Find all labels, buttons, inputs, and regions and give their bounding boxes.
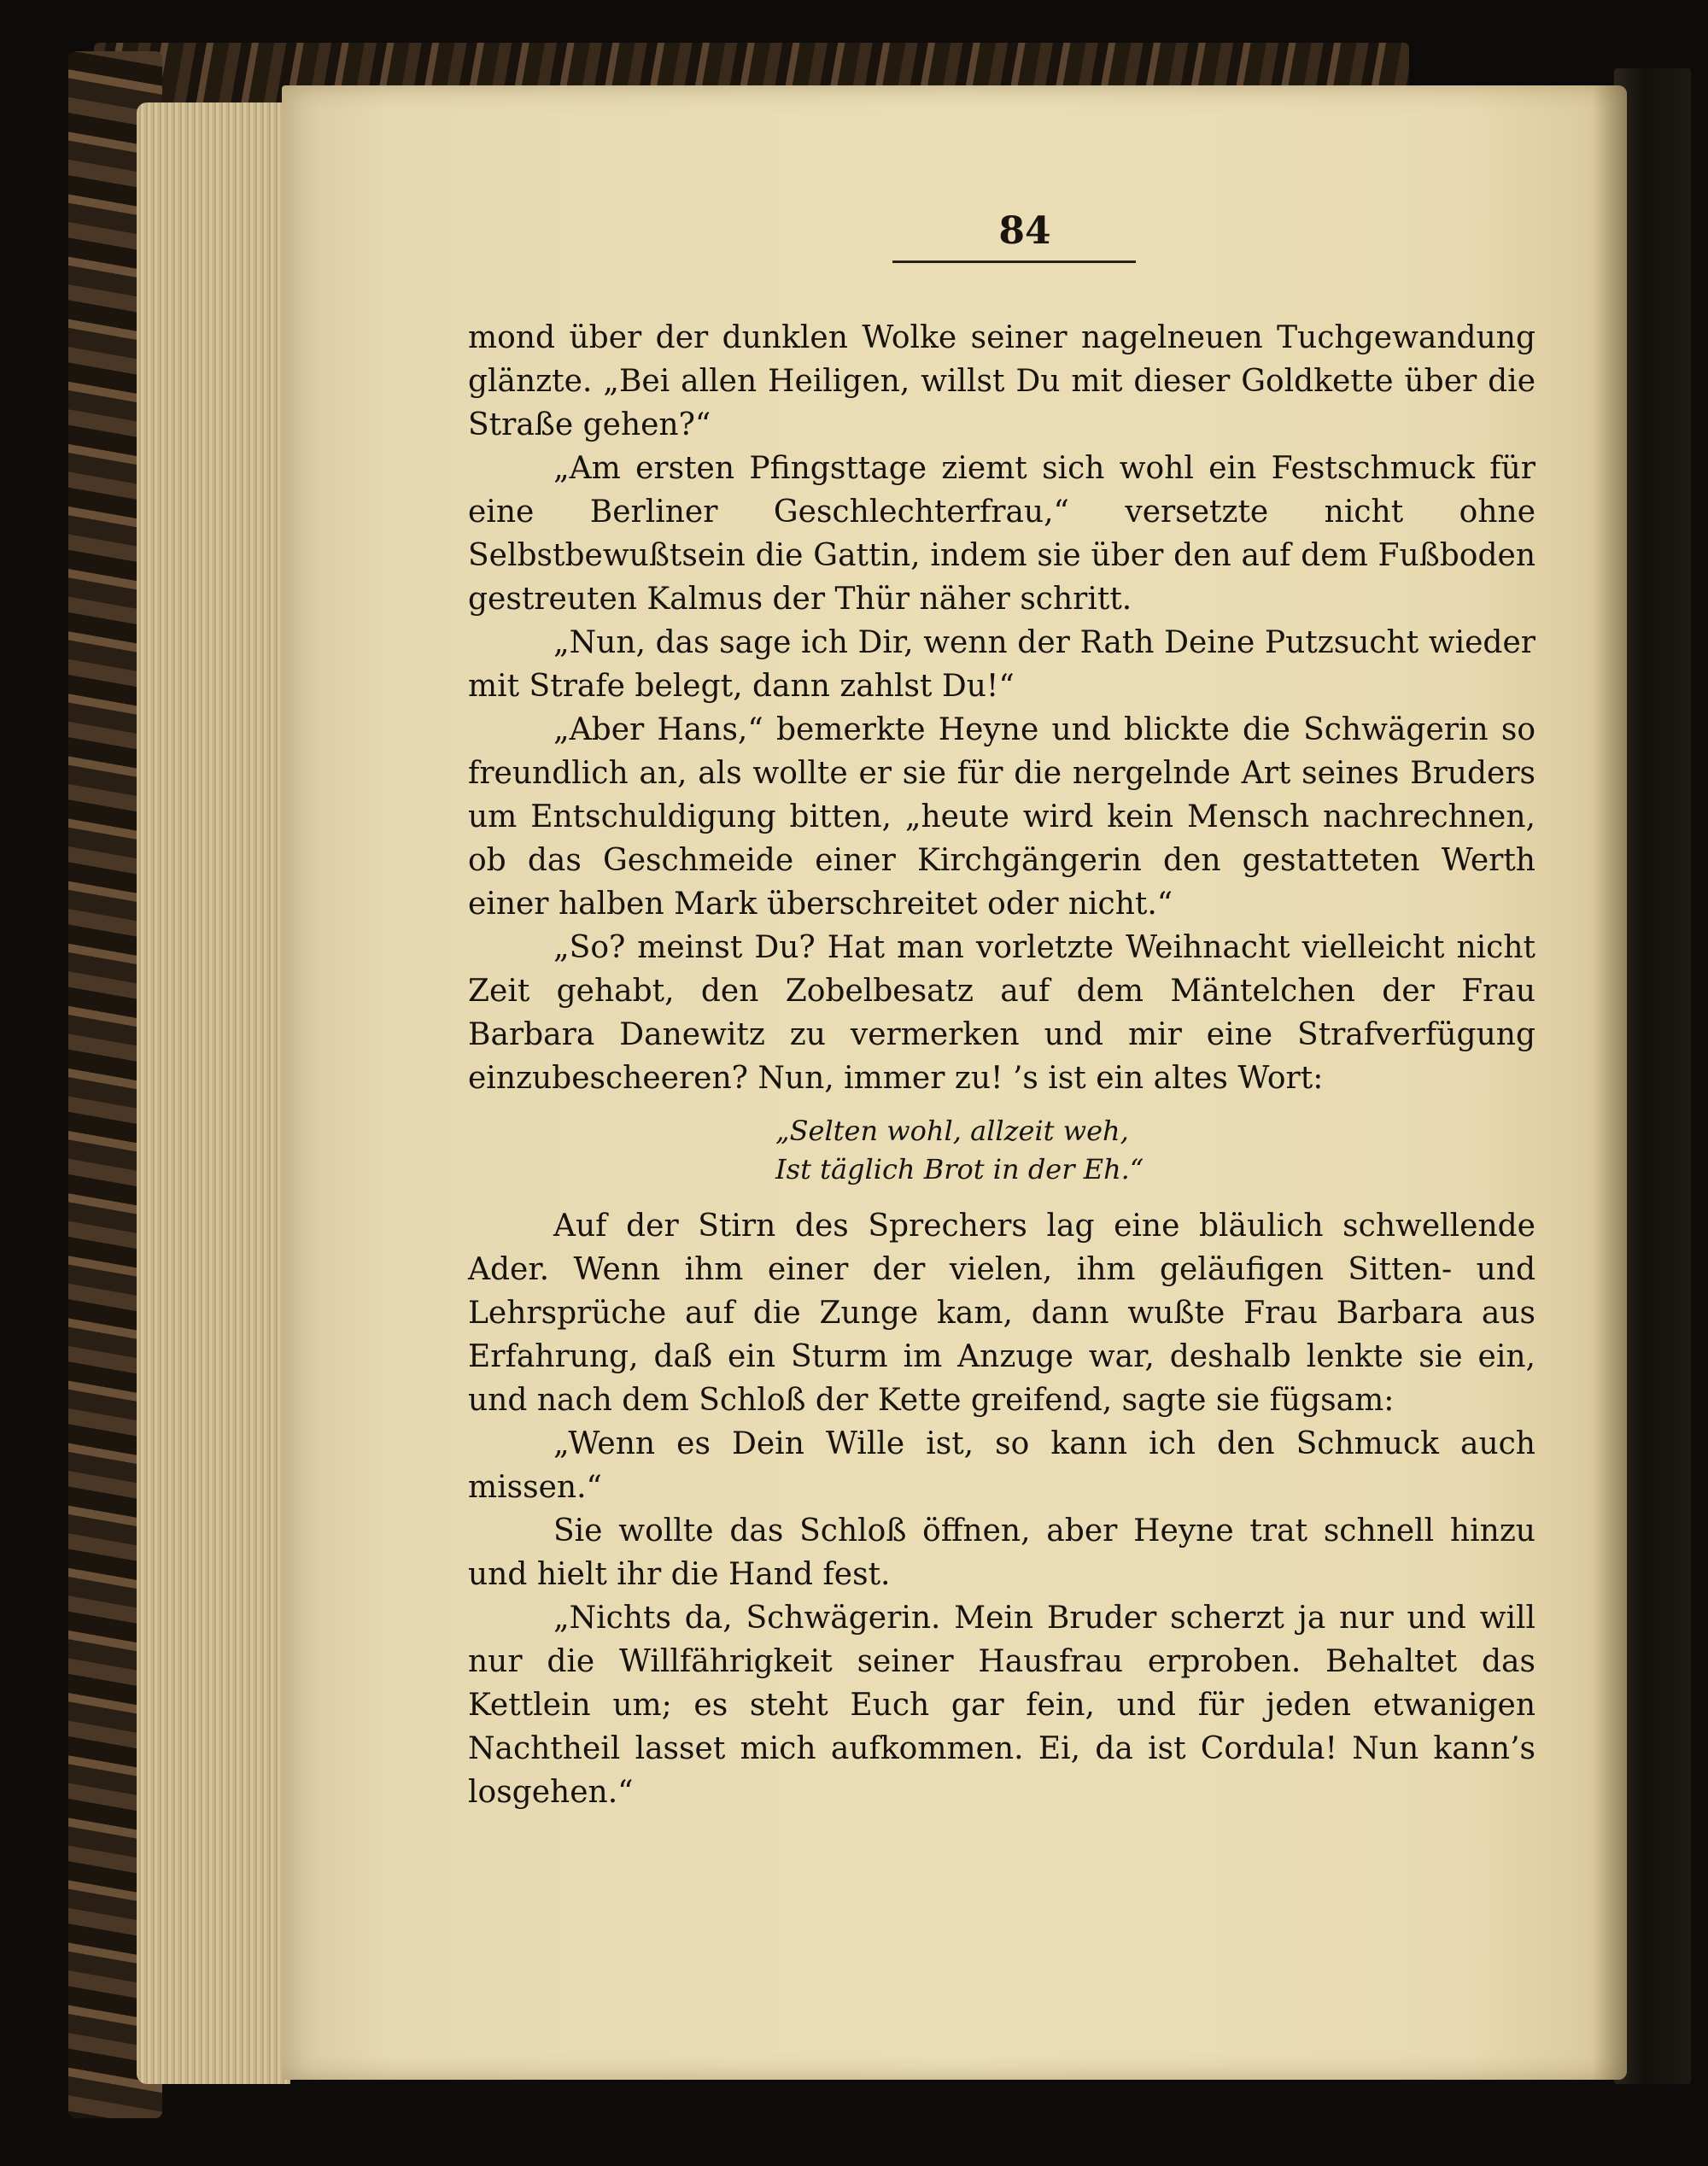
verse-line-1: „Selten wohl, allzeit weh, (775, 1115, 1129, 1147)
paragraph-1: mond über der dunklen Wolke seiner nagelneuen Tuchgewandung glänzte. „Bei allen Heiligen, willst Du mit dieser Goldkette über die Straße gehen?“ (468, 320, 1535, 442)
paragraph-4: „Aber Hans,“ bemerkte Heyne und blickte die Schwägerin so freundlich an, als wollte er sie für die nergelnde Art seines Bruders um Entschuldigung bitten, „heute wird kein Mensch nachrechnen, ob das Geschmeide einer Kirchgängerin den gestatteten Werth einer halben Mark überschreitet oder nicht.“ (468, 712, 1535, 922)
body-text (468, 316, 1535, 1814)
page-edges (137, 102, 290, 2084)
paragraph-9: „Nichts da, Schwägerin. Mein Bruder scherzt ja nur und will nur die Willfährigkeit seiner Hausfrau erproben. Behaltet das Kettlein um; es steht Euch gar fein, und für jeden etwanigen Nachtheil lasset mich aufkommen. Ei, da ist Cordula! Nun kann’s losgehen.“ (468, 1601, 1535, 1810)
verse-line-2: Ist täglich Brot in der Eh.“ (775, 1153, 1144, 1185)
page-number: 84 (998, 209, 1051, 253)
paragraph-2: „Am ersten Pfingsttage ziemt sich wohl ein Festschmuck für eine Berliner Geschlechterfrau,“ versetzte nicht ohne Selbstbewußtsein die Gattin, indem sie über den auf dem Fußboden gestreuten Kalmus der Thür näher schritt. (468, 451, 1535, 617)
paragraph-5: „So? meinst Du? Hat man vorletzte Weihnacht vielleicht nicht Zeit gehabt, den Zobelbesatz auf dem Mäntelchen der Frau Barbara Danewitz zu vermerken und mir eine Strafverfügung einzubescheeren? Nun, immer zu! ’s ist ein altes Wort: (468, 930, 1535, 1096)
page-number-rule (892, 261, 1136, 263)
paragraph-6: Auf der Stirn des Sprechers lag eine bläulich schwellende Ader. Wenn ihm einer der vielen, ihm geläufigen Sitten- und Lehrsprüche auf die Zunge kam, dann wußte Frau Barbara aus Erfahrung, daß ein Sturm im Anzuge war, deshalb lenkte sie ein, und nach dem Schloß der Kette greifend, sagte sie fügsam: (468, 1209, 1535, 1418)
book-page (282, 85, 1627, 2080)
page-gutter-shade (1593, 85, 1627, 2080)
paragraph-7: „Wenn es Dein Wille ist, so kann ich den Schmuck auch missen.“ (468, 1426, 1535, 1505)
verse-quote (468, 1112, 1535, 1189)
paragraph-8: Sie wollte das Schloß öffnen, aber Heyne trat schnell hinzu und hielt ihr die Hand fest. (468, 1513, 1535, 1592)
paragraph-3: „Nun, das sage ich Dir, wenn der Rath Deine Putzsucht wieder mit Strafe belegt, dann zahlst Du!“ (468, 625, 1535, 704)
